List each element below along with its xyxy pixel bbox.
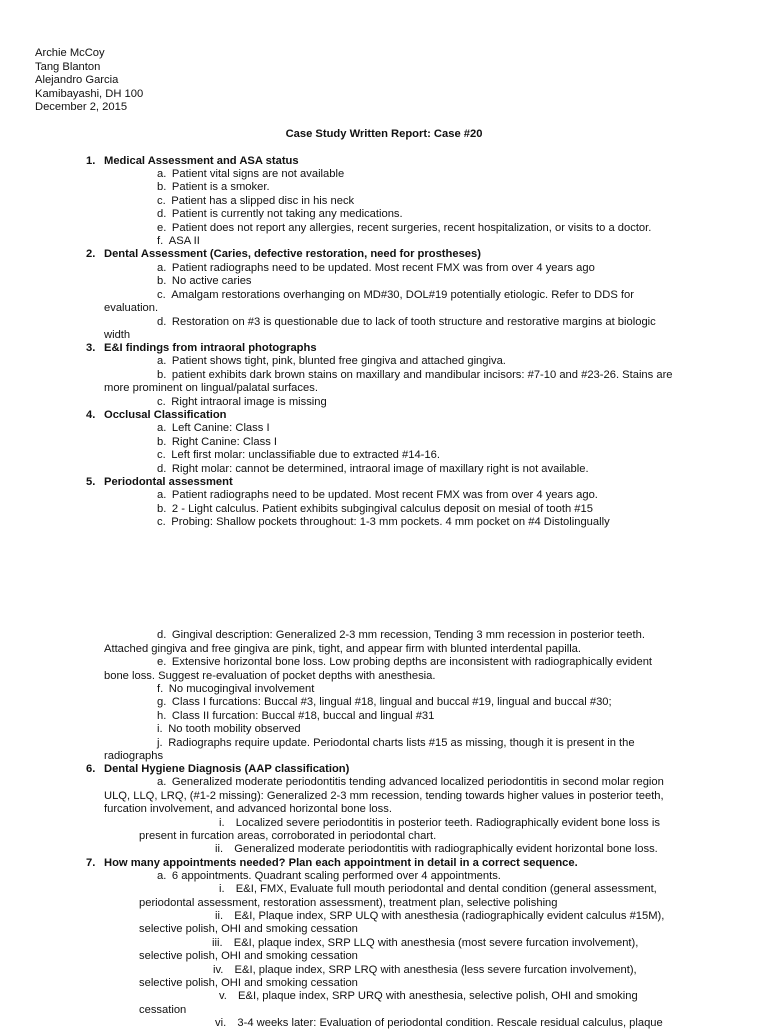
list-item-continued: Attached gingiva and free gingiva are pink, tight, and appear firm with blunted interdental papilla.: [104, 643, 582, 655]
section-5-number: 5.: [86, 476, 96, 488]
list-item-continued: radiographs: [104, 750, 164, 762]
section-2-heading: Dental Assessment (Caries, defective restoration, need for prostheses): [104, 248, 481, 260]
list-item: c. Right intraoral image is missing: [157, 396, 327, 408]
section-4-heading: Occlusal Classification: [104, 409, 227, 421]
list-item: e. Patient does not report any allergies, recent surgeries, recent hospitalization, or visits to a doctor.: [157, 222, 652, 234]
list-item: b. 2 - Light calculus. Patient exhibits subgingival calculus deposit on mesial of tooth #15: [157, 503, 593, 515]
section-1-number: 1.: [86, 155, 96, 167]
sub-list-item-continued: selective polish, OHI and smoking cessation: [139, 950, 358, 962]
list-item: d. Right molar: cannot be determined, intraoral image of maxillary right is not available.: [157, 463, 589, 475]
sub-list-item: ii. E&I, Plaque index, SRP ULQ with anesthesia (radiographically evident calculus #15M),: [215, 910, 665, 922]
list-item: d. Patient is currently not taking any medications.: [157, 208, 403, 220]
section-6-number: 6.: [86, 763, 96, 775]
list-item: c. Patient has a slipped disc in his neck: [157, 195, 355, 207]
author-header: [35, 47, 143, 115]
list-item: e. Extensive horizontal bone loss. Low probing depths are inconsistent with radiographically evident: [157, 656, 653, 668]
list-item: a. Patient vital signs are not available: [157, 168, 345, 180]
list-item: a. Generalized moderate periodontitis tending advanced localized periodontitis in second molar region: [157, 776, 664, 788]
list-item-continued: bone loss. Suggest re-evaluation of pocket depths with anesthesia.: [104, 670, 436, 682]
list-item: j. Radiographs require update. Periodontal charts lists #15 as missing, though it is present in the: [157, 737, 635, 749]
section-5-heading: Periodontal assessment: [104, 476, 233, 488]
sub-list-item: i. E&I, FMX, Evaluate full mouth periodontal and dental condition (general assessment,: [219, 883, 657, 895]
list-item: c. Amalgam restorations overhanging on MD#30, DOL#19 potentially etiologic. Refer to DDS for: [157, 289, 634, 301]
sub-list-item-continued: selective polish, OHI and smoking cessation: [139, 977, 358, 989]
list-item-continued: ULQ, LLQ, LRQ, (#1-2 missing): Generalized 2-3 mm recession, tending towards higher values in posterior teeth,: [104, 790, 664, 802]
section-7-number: 7.: [86, 857, 96, 869]
list-item: h. Class II furcation: Buccal #18, buccal and lingual #31: [157, 710, 435, 722]
list-item: c. Probing: Shallow pockets throughout: 1-3 mm pockets. 4 mm pocket on #4 Distolingually: [157, 516, 610, 528]
list-item: a. Patient shows tight, pink, blunted free gingiva and attached gingiva.: [157, 355, 506, 367]
report-date: December 2, 2015: [35, 101, 128, 114]
author-name-3: Alejandro Garcia: [35, 74, 119, 87]
sub-list-item-continued: present in furcation areas, corroborated in periodontal chart.: [139, 830, 437, 842]
sub-list-item-continued: periodontal assessment, restoration assessment), treatment plan, selective polishing: [139, 897, 558, 909]
list-item: i. No tooth mobility observed: [157, 723, 301, 735]
sub-list-item: vi. 3-4 weeks later: Evaluation of periodontal condition. Rescale residual calculus, plaque: [215, 1017, 663, 1029]
sub-list-item: iv. E&I, plaque index, SRP LRQ with anesthesia (less severe furcation involvement),: [213, 964, 637, 976]
section-7-heading: How many appointments needed? Plan each appointment in detail in a correct sequence.: [104, 857, 578, 869]
list-item: a. Left Canine: Class I: [157, 422, 270, 434]
list-item: g. Class I furcations: Buccal #3, lingual #18, lingual and buccal #19, lingual and buccal #30;: [157, 696, 612, 708]
list-item: f. No mucogingival involvement: [157, 683, 315, 695]
list-item: b. Patient is a smoker.: [157, 181, 270, 193]
list-item: c. Left first molar: unclassifiable due to extracted #14-16.: [157, 449, 440, 461]
sub-list-item: v. E&I, plaque index, SRP URQ with anesthesia, selective polish, OHI and smoking: [219, 990, 638, 1002]
section-4-number: 4.: [86, 409, 96, 421]
list-item-continued: more prominent on lingual/palatal surfaces.: [104, 382, 318, 394]
list-item: b. patient exhibits dark brown stains on maxillary and mandibular incisors: #7-10 and #23-26. Stains are: [157, 369, 673, 381]
list-item: f. ASA II: [157, 235, 200, 247]
list-item: b. Right Canine: Class I: [157, 436, 278, 448]
list-item-continued: furcation involvement, and advanced horizontal bone loss.: [104, 803, 392, 815]
list-item: d. Gingival description: Generalized 2-3 mm recession, Tending 3 mm recession in posterior teeth.: [157, 629, 645, 641]
section-2-number: 2.: [86, 248, 96, 260]
sub-list-item: ii. Generalized moderate periodontitis with radiographically evident horizontal bone loss.: [215, 843, 658, 855]
course-name: Kamibayashi, DH 100: [35, 87, 144, 100]
section-1-heading: Medical Assessment and ASA status: [104, 155, 299, 167]
list-item: b. No active caries: [157, 275, 252, 287]
list-item: a. Patient radiographs need to be updated. Most recent FMX was from over 4 years ago.: [157, 489, 598, 501]
author-name-2: Tang Blanton: [35, 60, 101, 73]
list-item: a. 6 appointments. Quadrant scaling performed over 4 appointments.: [157, 870, 501, 882]
author-name-1: Archie McCoy: [35, 47, 105, 59]
sub-list-item: i. Localized severe periodontitis in posterior teeth. Radiographically evident bone loss is: [219, 817, 660, 829]
sub-list-item-continued: cessation: [139, 1004, 187, 1016]
section-3-number: 3.: [86, 342, 96, 354]
sub-list-item-continued: selective polish, OHI and smoking cessation: [139, 923, 358, 935]
section-6-heading: Dental Hygiene Diagnosis (AAP classification): [104, 763, 350, 775]
list-item: d. Restoration on #3 is questionable due to lack of tooth structure and restorative margins at biologic: [157, 316, 656, 328]
sub-list-item: iii. E&I, plaque index, SRP LLQ with anesthesia (most severe furcation involvement),: [212, 937, 639, 949]
list-item-continued: evaluation.: [104, 302, 159, 314]
list-item-continued: width: [104, 329, 131, 341]
section-3-heading: E&I findings from intraoral photographs: [104, 342, 317, 354]
report-title: Case Study Written Report: Case #20: [285, 128, 483, 140]
list-item: a. Patient radiographs need to be updated. Most recent FMX was from over 4 years ago: [157, 262, 595, 274]
